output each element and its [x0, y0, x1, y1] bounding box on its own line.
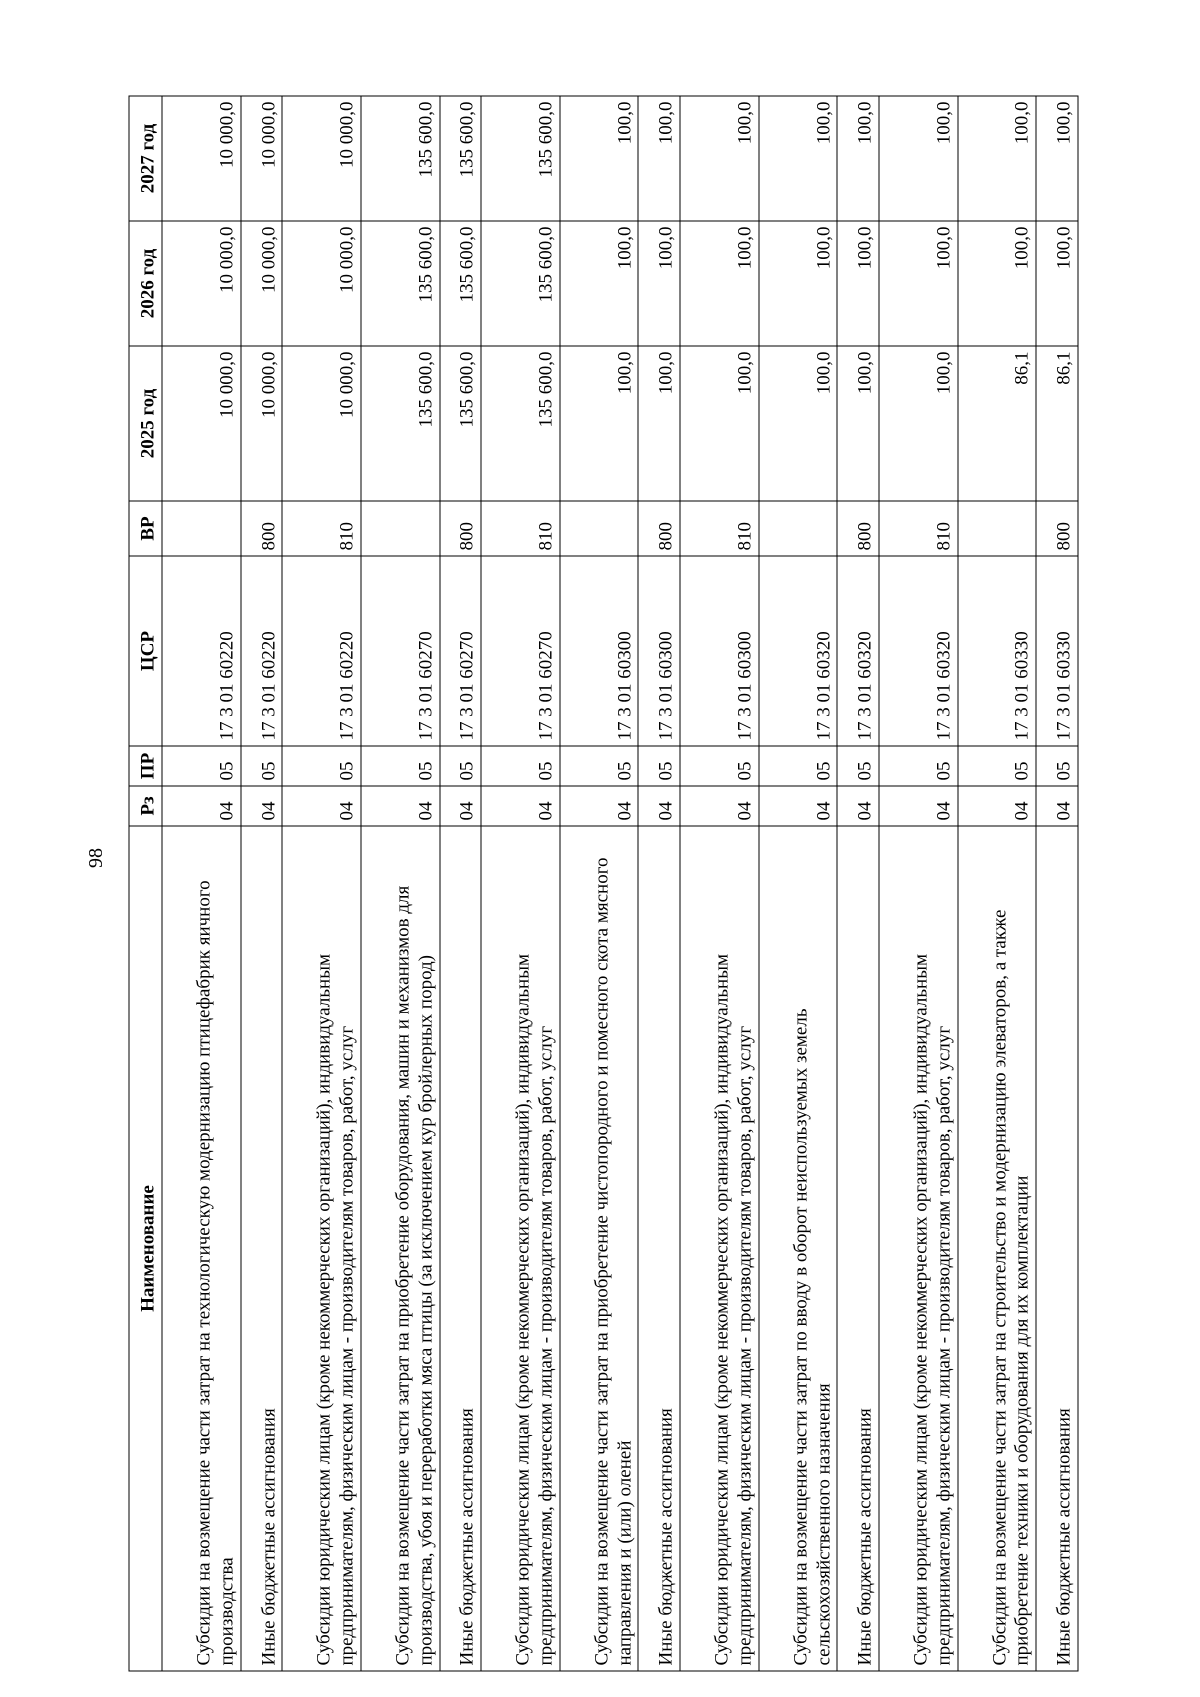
cell-2027: 100,0 — [638, 96, 680, 221]
cell-pr: 05 — [879, 746, 958, 786]
cell-2027: 100,0 — [879, 96, 958, 221]
cell-vr — [957, 501, 1036, 556]
header-2027: 2027 год — [129, 96, 162, 221]
cell-pr: 05 — [240, 746, 282, 786]
table-header-row — [129, 96, 162, 1671]
cell-pr: 05 — [638, 746, 680, 786]
cell-rz: 04 — [957, 786, 1036, 826]
cell-2027: 10 000,0 — [240, 96, 282, 221]
cell-rz: 04 — [680, 786, 759, 826]
cell-2025: 100,0 — [758, 346, 837, 501]
cell-2026: 10 000,0 — [162, 221, 241, 346]
cell-rz: 04 — [879, 786, 958, 826]
cell-name: Субсидии на возмещение части затрат на строительство и модернизацию элеваторов, а также приобретение техники и оборудования для их комплектации — [957, 826, 1036, 1671]
cell-pr: 05 — [162, 746, 241, 786]
table-row — [879, 96, 958, 1671]
cell-2027: 10 000,0 — [282, 96, 361, 221]
header-2025: 2025 год — [129, 346, 162, 501]
cell-2027: 100,0 — [837, 96, 879, 221]
cell-csr: 17 3 01 60220 — [240, 556, 282, 746]
cell-vr: 810 — [481, 501, 560, 556]
cell-2027: 10 000,0 — [162, 96, 241, 221]
cell-csr: 17 3 01 60320 — [758, 556, 837, 746]
cell-rz: 04 — [360, 786, 439, 826]
table-row — [638, 96, 680, 1671]
cell-rz: 04 — [240, 786, 282, 826]
cell-name: Иные бюджетные ассигнования — [837, 826, 879, 1671]
cell-vr: 800 — [837, 501, 879, 556]
cell-pr: 05 — [559, 746, 638, 786]
cell-name: Субсидии юридическим лицам (кроме некоммерческих организаций), индивидуальным предпринимателям, физическим лицам - производителям товаров, работ, услуг — [680, 826, 759, 1671]
cell-vr: 800 — [638, 501, 680, 556]
cell-2026: 100,0 — [1036, 221, 1078, 346]
table-row — [481, 96, 560, 1671]
cell-vr: 810 — [282, 501, 361, 556]
table-row — [837, 96, 879, 1671]
cell-2025: 86,1 — [1036, 346, 1078, 501]
cell-vr: 800 — [1036, 501, 1078, 556]
cell-2026: 135 600,0 — [360, 221, 439, 346]
cell-name: Субсидии юридическим лицам (кроме некоммерческих организаций), индивидуальным предпринимателям, физическим лицам - производителям товаров, работ, услуг — [481, 826, 560, 1671]
cell-csr: 17 3 01 60270 — [439, 556, 481, 746]
table-row — [957, 96, 1036, 1671]
cell-2025: 135 600,0 — [360, 346, 439, 501]
cell-2026: 100,0 — [837, 221, 879, 346]
header-vr: ВР — [129, 501, 162, 556]
table-row — [680, 96, 759, 1671]
cell-csr: 17 3 01 60220 — [162, 556, 241, 746]
cell-2025: 86,1 — [957, 346, 1036, 501]
cell-vr: 800 — [439, 501, 481, 556]
cell-2026: 135 600,0 — [481, 221, 560, 346]
cell-name: Субсидии на возмещение части затрат по вводу в оборот неиспользуемых земель сельскохозяйственного назначения — [758, 826, 837, 1671]
cell-pr: 05 — [680, 746, 759, 786]
cell-pr: 05 — [481, 746, 560, 786]
cell-csr: 17 3 01 60270 — [360, 556, 439, 746]
cell-name: Субсидии юридическим лицам (кроме некоммерческих организаций), индивидуальным предпринимателям, физическим лицам - производителям товаров, работ, услуг — [282, 826, 361, 1671]
cell-name: Субсидии на возмещение части затрат на приобретение чистопородного и помесного скота мясного направления и (или) оленей — [559, 826, 638, 1671]
cell-rz: 04 — [1036, 786, 1078, 826]
cell-2027: 135 600,0 — [481, 96, 560, 221]
cell-2025: 100,0 — [879, 346, 958, 501]
cell-csr: 17 3 01 60300 — [559, 556, 638, 746]
cell-csr: 17 3 01 60220 — [282, 556, 361, 746]
page-number: 98 — [85, 848, 107, 868]
cell-name: Субсидии на возмещение части затрат на технологическую модернизацию птицефабрик яичного производства — [162, 826, 241, 1671]
cell-vr — [162, 501, 241, 556]
cell-2026: 100,0 — [559, 221, 638, 346]
cell-name: Иные бюджетные ассигнования — [1036, 826, 1078, 1671]
header-pr: ПР — [129, 746, 162, 786]
cell-rz: 04 — [282, 786, 361, 826]
cell-2027: 100,0 — [1036, 96, 1078, 221]
cell-pr: 05 — [1036, 746, 1078, 786]
cell-rz: 04 — [758, 786, 837, 826]
header-csr: ЦСР — [129, 556, 162, 746]
cell-pr: 05 — [439, 746, 481, 786]
cell-2027: 135 600,0 — [439, 96, 481, 221]
table-row — [240, 96, 282, 1671]
cell-vr: 800 — [240, 501, 282, 556]
cell-2025: 10 000,0 — [282, 346, 361, 501]
table-row — [162, 96, 241, 1671]
cell-2027: 100,0 — [680, 96, 759, 221]
table-row — [758, 96, 837, 1671]
table-row — [559, 96, 638, 1671]
cell-rz: 04 — [559, 786, 638, 826]
cell-2025: 10 000,0 — [162, 346, 241, 501]
cell-2026: 10 000,0 — [282, 221, 361, 346]
cell-rz: 04 — [162, 786, 241, 826]
cell-2025: 135 600,0 — [439, 346, 481, 501]
cell-2026: 10 000,0 — [240, 221, 282, 346]
cell-pr: 05 — [758, 746, 837, 786]
cell-vr — [758, 501, 837, 556]
cell-2025: 100,0 — [680, 346, 759, 501]
cell-rz: 04 — [481, 786, 560, 826]
cell-2025: 100,0 — [638, 346, 680, 501]
cell-2026: 100,0 — [680, 221, 759, 346]
cell-name: Иные бюджетные ассигнования — [638, 826, 680, 1671]
header-2026: 2026 год — [129, 221, 162, 346]
cell-rz: 04 — [837, 786, 879, 826]
table-wrap — [128, 96, 1078, 1671]
cell-csr: 17 3 01 60300 — [680, 556, 759, 746]
cell-name: Иные бюджетные ассигнования — [240, 826, 282, 1671]
cell-csr: 17 3 01 60320 — [879, 556, 958, 746]
cell-name: Иные бюджетные ассигнования — [439, 826, 481, 1671]
cell-2026: 100,0 — [638, 221, 680, 346]
table-row — [439, 96, 481, 1671]
cell-csr: 17 3 01 60330 — [1036, 556, 1078, 746]
cell-vr: 810 — [680, 501, 759, 556]
cell-2027: 100,0 — [957, 96, 1036, 221]
cell-2026: 135 600,0 — [439, 221, 481, 346]
header-name: Наименование — [129, 826, 162, 1671]
cell-pr: 05 — [957, 746, 1036, 786]
cell-vr: 810 — [879, 501, 958, 556]
cell-vr — [559, 501, 638, 556]
budget-table — [128, 95, 1078, 1671]
cell-2025: 100,0 — [559, 346, 638, 501]
table-body — [162, 96, 1078, 1671]
table-row — [360, 96, 439, 1671]
cell-csr: 17 3 01 60300 — [638, 556, 680, 746]
cell-2027: 100,0 — [559, 96, 638, 221]
cell-name: Субсидии на возмещение части затрат на приобретение оборудования, машин и механизмов для производства, убоя и переработки мяса птицы (за исключением кур бройлерных пород) — [360, 826, 439, 1671]
cell-2027: 135 600,0 — [360, 96, 439, 221]
cell-2027: 100,0 — [758, 96, 837, 221]
cell-csr: 17 3 01 60330 — [957, 556, 1036, 746]
cell-rz: 04 — [638, 786, 680, 826]
table-row — [1036, 96, 1078, 1671]
cell-pr: 05 — [837, 746, 879, 786]
cell-2025: 135 600,0 — [481, 346, 560, 501]
cell-2026: 100,0 — [879, 221, 958, 346]
cell-csr: 17 3 01 60320 — [837, 556, 879, 746]
cell-2025: 100,0 — [837, 346, 879, 501]
header-rz: Рз — [129, 786, 162, 826]
cell-csr: 17 3 01 60270 — [481, 556, 560, 746]
cell-2025: 10 000,0 — [240, 346, 282, 501]
cell-name: Субсидии юридическим лицам (кроме некоммерческих организаций), индивидуальным предпринимателям, физическим лицам - производителям товаров, работ, услуг — [879, 826, 958, 1671]
cell-2026: 100,0 — [758, 221, 837, 346]
cell-2026: 100,0 — [957, 221, 1036, 346]
cell-vr — [360, 501, 439, 556]
cell-pr: 05 — [360, 746, 439, 786]
cell-pr: 05 — [282, 746, 361, 786]
cell-rz: 04 — [439, 786, 481, 826]
table-row — [282, 96, 361, 1671]
